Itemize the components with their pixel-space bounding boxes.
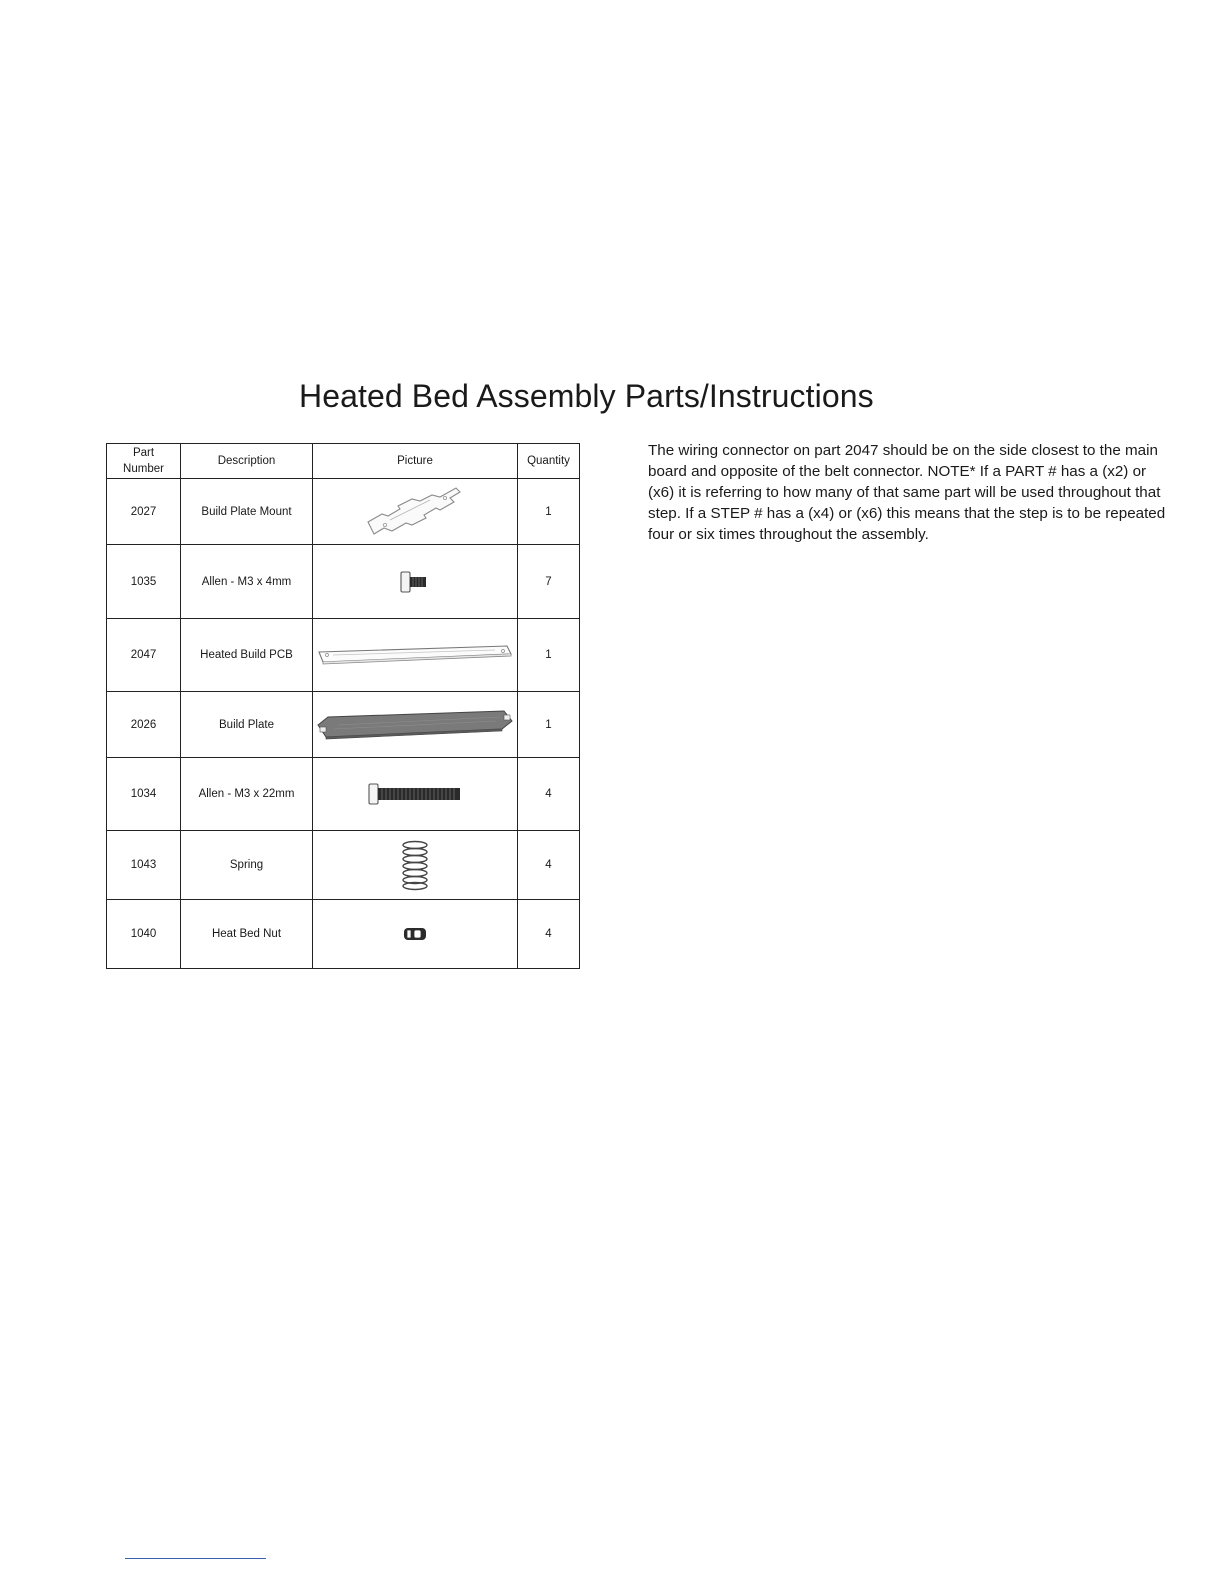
picture-cell [313, 619, 518, 692]
long-screw-icon [365, 781, 465, 807]
part-number-cell: 1043 [107, 831, 181, 900]
description-cell: Build Plate Mount [181, 479, 313, 545]
build-plate-icon [314, 705, 516, 745]
quantity-cell: 1 [518, 692, 580, 758]
table-row [107, 900, 580, 969]
pcb-icon [315, 642, 515, 668]
table-header-row [107, 444, 580, 479]
header-quantity: Quantity [518, 444, 580, 479]
part-number-cell: 2026 [107, 692, 181, 758]
spring-icon [398, 839, 432, 891]
header-part-number-line2: Number [123, 463, 164, 475]
table-row [107, 619, 580, 692]
description-cell: Heated Build PCB [181, 619, 313, 692]
picture-cell [313, 479, 518, 545]
header-part-number [107, 444, 181, 479]
description-cell: Allen - M3 x 22mm [181, 758, 313, 831]
picture-cell [313, 545, 518, 619]
table-row [107, 831, 580, 900]
table-row [107, 479, 580, 545]
parts-table [106, 443, 580, 969]
part-number-cell: 1034 [107, 758, 181, 831]
header-description: Description [181, 444, 313, 479]
quantity-cell: 4 [518, 831, 580, 900]
part-number-cell: 2027 [107, 479, 181, 545]
picture-cell [313, 692, 518, 758]
table-row [107, 758, 580, 831]
header-picture: Picture [313, 444, 518, 479]
header-part-number-line1: Part [132, 447, 155, 459]
part-number-cell: 1035 [107, 545, 181, 619]
instructions-paragraph: The wiring connector on part 2047 should be on the side closest to the main board and opposite of the belt connector. NOTE* If a PART # has a (x2) or (x6) it is referring to how many of that same part will be used throughout that step. If a STEP # has a (x4) or (x6) this means that the step is to be repeated four or six times throughout the assembly. [648, 442, 1166, 543]
description-cell: Heat Bed Nut [181, 900, 313, 969]
build-plate-mount-icon [360, 482, 470, 542]
picture-cell [313, 831, 518, 900]
table-row [107, 692, 580, 758]
quantity-cell: 7 [518, 545, 580, 619]
description-cell: Build Plate [181, 692, 313, 758]
quantity-cell: 1 [518, 479, 580, 545]
part-number-cell: 2047 [107, 619, 181, 692]
description-cell: Spring [181, 831, 313, 900]
nut-icon [401, 925, 429, 943]
part-number-cell: 1040 [107, 900, 181, 969]
table-row [107, 545, 580, 619]
quantity-cell: 4 [518, 758, 580, 831]
picture-cell [313, 758, 518, 831]
footnote-separator [125, 1558, 266, 1559]
page-title: Heated Bed Assembly Parts/Instructions [299, 378, 874, 414]
quantity-cell: 1 [518, 619, 580, 692]
picture-cell [313, 900, 518, 969]
short-screw-icon [397, 569, 433, 595]
description-cell: Allen - M3 x 4mm [181, 545, 313, 619]
quantity-cell: 4 [518, 900, 580, 969]
